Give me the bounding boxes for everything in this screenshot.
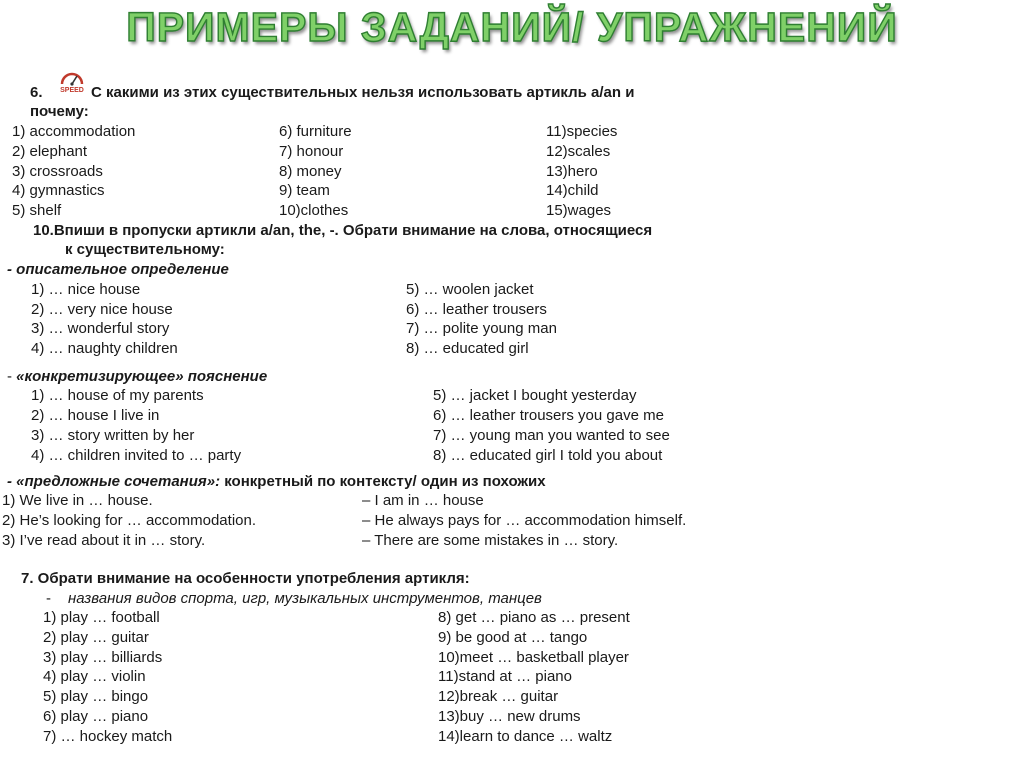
page-title: ПРИМЕРЫ ЗАДАНИЙ/ УПРАЖНЕНИЙ bbox=[126, 4, 898, 50]
list-item: 8) … educated girl bbox=[406, 340, 529, 357]
list-item: 2) elephant bbox=[12, 143, 88, 160]
list-item: 1) play … football bbox=[43, 609, 160, 626]
list-item: 5) … woolen jacket bbox=[406, 281, 534, 298]
list-item: 12)break … guitar bbox=[438, 688, 559, 705]
list-item: – There are some mistakes in … story. bbox=[362, 532, 619, 549]
list-item: 1) accommodation bbox=[12, 123, 136, 140]
list-item: 2) … very nice house bbox=[31, 301, 173, 318]
list-item: 10)clothes bbox=[279, 202, 349, 219]
list-item: 3) … wonderful story bbox=[31, 320, 170, 337]
list-item: 7) … young man you wanted to see bbox=[433, 427, 670, 444]
section-heading: - описательное определение bbox=[7, 261, 229, 278]
list-item: 4) play … violin bbox=[43, 668, 146, 685]
list-item: 8) money bbox=[279, 163, 342, 180]
list-item: 4) … children invited to … party bbox=[31, 447, 242, 464]
list-item: 6) furniture bbox=[279, 123, 352, 140]
list-item: 7) honour bbox=[279, 143, 344, 160]
list-item: 2) He’s looking for … accommodation. bbox=[2, 512, 257, 529]
section-heading: - «конкретизирующее» пояснение bbox=[7, 368, 268, 385]
list-item: – He always pays for … accommodation himself. bbox=[362, 512, 687, 529]
list-item: 15)wages bbox=[546, 202, 612, 219]
list-item: 6) … leather trousers you gave me bbox=[433, 407, 664, 424]
speed-label: SPEED bbox=[60, 87, 84, 93]
task10-instruction-line1: 10.Впиши в пропуски артикли a/an, the, -. Обрати внимание на слова, относящиеся bbox=[33, 222, 653, 239]
list-item: 13)buy … new drums bbox=[438, 708, 581, 725]
list-item: 14)learn to dance … waltz bbox=[438, 728, 613, 745]
list-item: 6) play … piano bbox=[43, 708, 149, 725]
list-item: 3) I’ve read about it in … story. bbox=[2, 532, 206, 549]
list-item: 1) We live in … house. bbox=[2, 492, 153, 509]
list-item: 14)child bbox=[546, 182, 599, 199]
task7-instruction: 7. Обрати внимание на особенности употребления артикля: bbox=[21, 570, 470, 587]
list-item: 12)scales bbox=[546, 143, 611, 160]
list-item: – I am in … house bbox=[362, 492, 484, 509]
list-item: 4) gymnastics bbox=[12, 182, 105, 199]
list-item: 7) … polite young man bbox=[406, 320, 557, 337]
list-item: 9) team bbox=[279, 182, 330, 199]
list-item: 11)stand at … piano bbox=[438, 668, 572, 685]
list-item: 3) … story written by her bbox=[31, 427, 195, 444]
list-item: 3) play … billiards bbox=[43, 649, 163, 666]
list-item: 2) … house I live in bbox=[31, 407, 160, 424]
list-item: 8) get … piano as … present bbox=[438, 609, 630, 626]
section-heading: - «предложные сочетания»: конкретный по контексту/ один из похожих bbox=[7, 473, 546, 490]
list-item: 6) … leather trousers bbox=[406, 301, 547, 318]
list-item: 10)meet … basketball player bbox=[438, 649, 629, 666]
task6-instruction-line2: почему: bbox=[30, 103, 89, 120]
list-item: 5) … jacket I bought yesterday bbox=[433, 387, 637, 404]
list-item: 3) crossroads bbox=[12, 163, 103, 180]
list-item: 8) … educated girl I told you about bbox=[433, 447, 663, 464]
list-item: 4) … naughty children bbox=[31, 340, 178, 357]
list-item: 1) … nice house bbox=[31, 281, 141, 298]
task6-number: 6. bbox=[30, 84, 43, 101]
task10-instruction-line2: к существительному: bbox=[65, 241, 225, 258]
list-item: 5) play … bingo bbox=[43, 688, 149, 705]
list-item: 1) … house of my parents bbox=[31, 387, 204, 404]
list-item: 11)species bbox=[546, 123, 618, 140]
list-item: 13)hero bbox=[546, 163, 598, 180]
dash-bullet: - bbox=[46, 590, 51, 607]
list-item: 2) play … guitar bbox=[43, 629, 149, 646]
list-item: 5) shelf bbox=[12, 202, 62, 219]
list-item: 9) be good at … tango bbox=[438, 629, 588, 646]
speedometer-icon bbox=[59, 69, 85, 93]
task7-subheading: названия видов спорта, игр, музыкальных инструментов, танцев bbox=[68, 590, 542, 607]
task6-instruction-line1: С какими из этих существительных нельзя использовать артикль a/an и bbox=[91, 84, 635, 101]
list-item: 7) … hockey match bbox=[43, 728, 173, 745]
